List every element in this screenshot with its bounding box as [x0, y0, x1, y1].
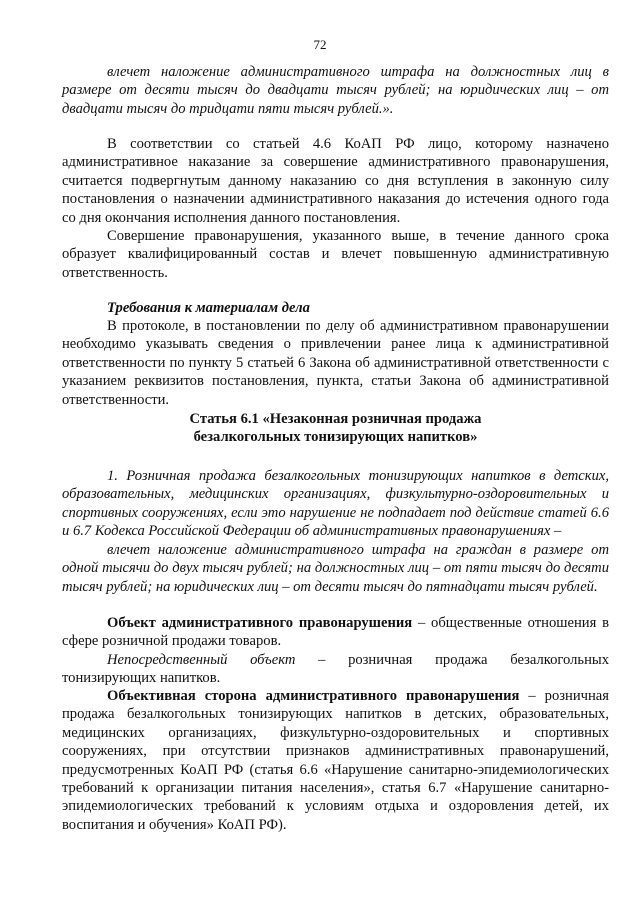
objective-side-text: – розничная продажа безалкогольных тонизирующих напитков в детских, образовательных, медицинских организациях, физкультурно-оздоровительных и спортивных сооружениях, при отсутствии признаков административных правонарушений, предусмотренных КоАП РФ (статья 6.6 «Нарушение санитарно-эпидемиологических требований к организации питания населения», статья 6.7 «Нарушение санитарно-эпидемиологических требований к условиям отдыха и оздоровления детей, их воспитания и обучения» КоАП РФ).	[62, 688, 609, 833]
quote-end-paragraph: влечет наложение административного штрафа на должностных лиц в размере от десяти тысяч до двадцати тысяч рублей; на юридических лиц – от двадцати тысяч до тридцати пяти тысяч рублей.».	[62, 64, 609, 117]
paragraph-direct-object	[62, 651, 609, 688]
paragraph-object	[62, 614, 609, 651]
object-text: – общественные отношения в сфере розничной продажи товаров.	[62, 615, 609, 650]
article-sanction: влечет наложение административного штрафа на граждан в размере от одной тысячи до двух тысяч рублей; на должностных лиц – от пяти тысяч до десяти тысяч рублей; на юридических лиц – от десяти тысяч до пятнадцати тысяч рублей.	[62, 542, 609, 595]
objective-side-label: Объективная сторона административного правонарушения	[107, 688, 520, 704]
paragraph-article-4-6: В соответствии со статьей 4.6 КоАП РФ лицо, которому назначено административное наказание за совершение административного правонарушения, считается подвергнутым данному наказанию со дня вступления в законную силу постановления о назначении административного наказания до истечения одного года со дня окончания исполнения данного постановления.	[62, 136, 609, 226]
direct-object-label: Непосредственный объект	[107, 652, 296, 668]
page-number: 72	[313, 37, 327, 52]
direct-object-text: – розничная продажа безалкогольных тонизирующих напитков.	[62, 652, 609, 687]
article-title-line-2: безалкогольных тонизирующих напитков»	[193, 429, 478, 445]
article-title-line-1: Статья 6.1 «Незаконная розничная продажа	[189, 411, 482, 427]
paragraph-protocol-requirements: В протоколе, в постановлении по делу об административном правонарушении необходимо указывать сведения о привлечении ранее лица к административной ответственности по пункту 5 статьей 6 Закона об административной ответственности с указанием реквизитов постановления, пункта, статьи Закона об административной ответственности.	[62, 318, 609, 408]
article-part-1: 1. Розничная продажа безалкогольных тонизирующих напитков в детских, образовательных, медицинских организациях, физкультурно-оздоровительных и спортивных сооружениях, если это нарушение не подпадает под действие статей 6.6 и 6.7 Кодекса Российской Федерации об административных правонарушениях –	[62, 468, 609, 540]
object-label: Объект административного правонарушения	[107, 615, 413, 631]
section-title-requirements: Требования к материалам дела	[107, 300, 310, 316]
paragraph-repeat-offense: Совершение правонарушения, указанного выше, в течение данного срока образует квалифицированный состав и влечет повышенную административную ответственность.	[62, 228, 609, 281]
paragraph-objective-side	[62, 687, 609, 834]
